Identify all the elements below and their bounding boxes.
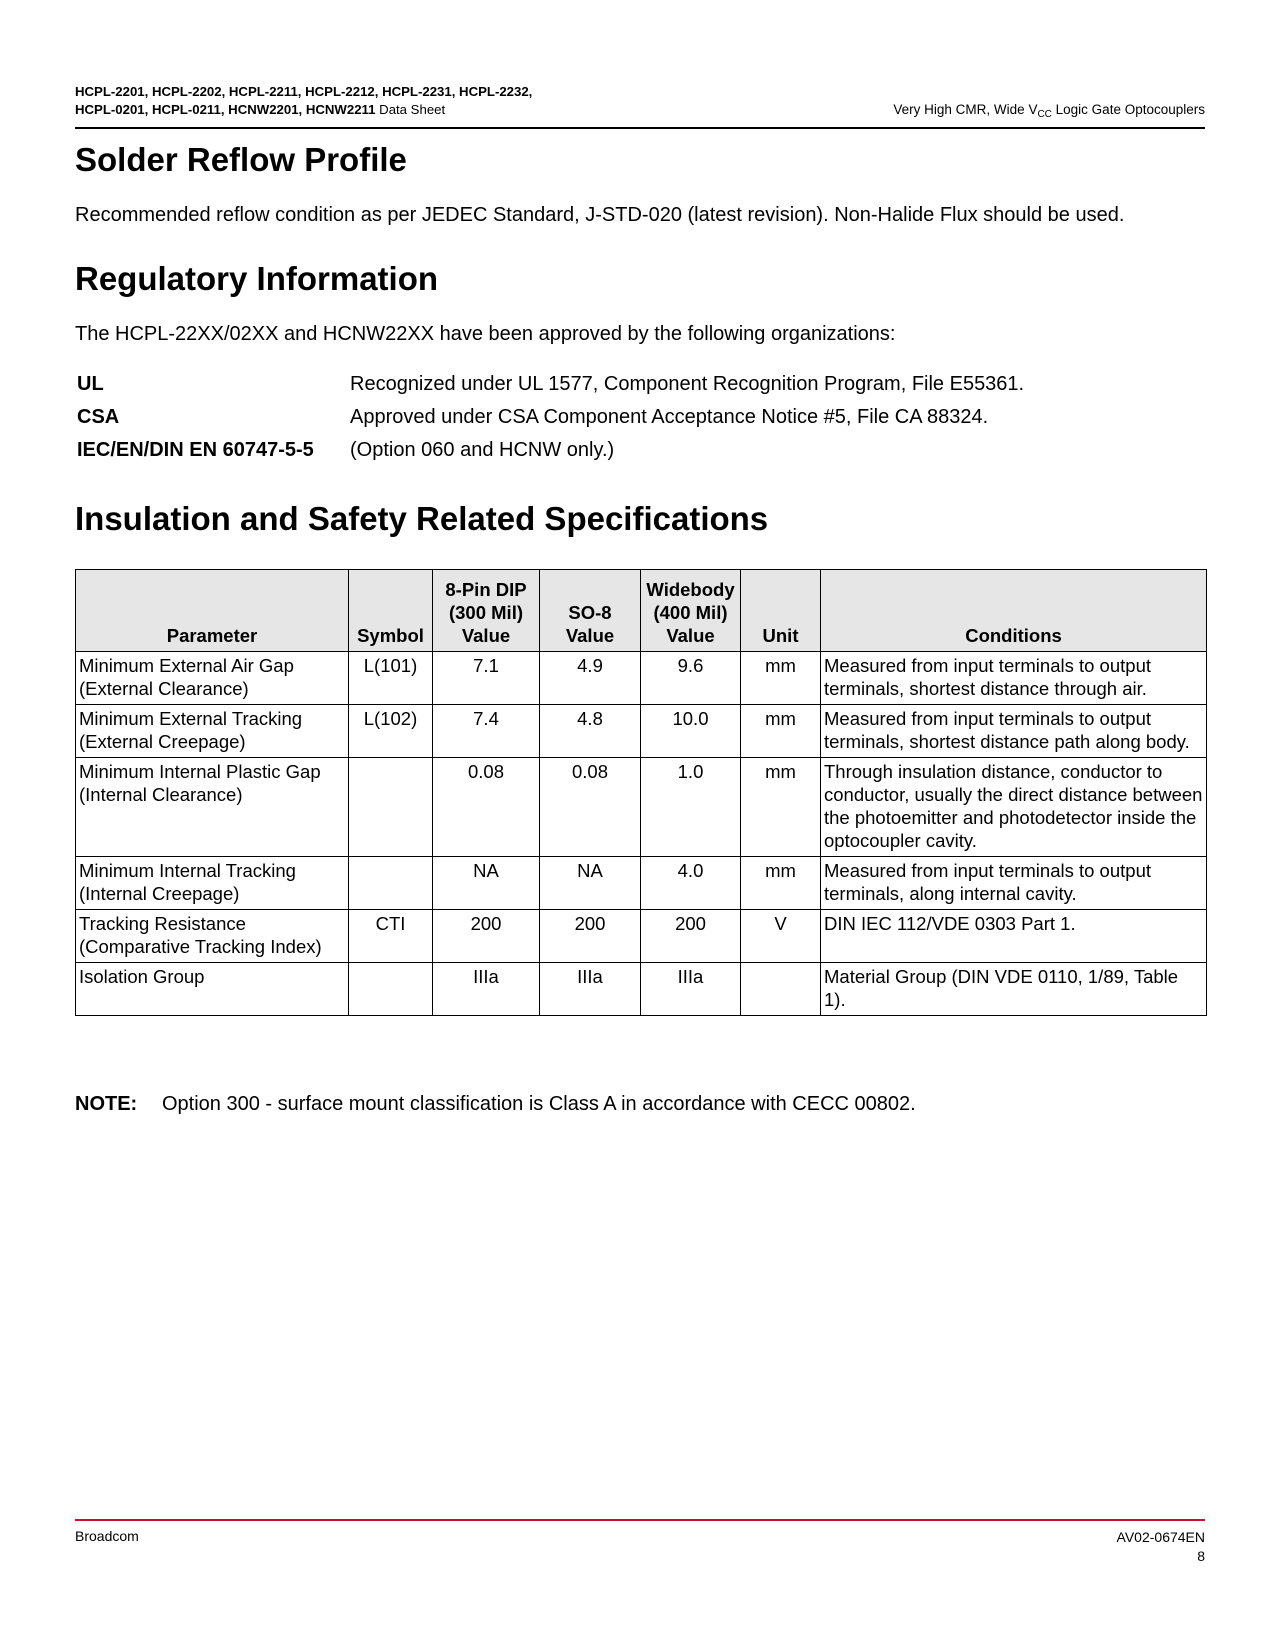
cell-widebody-value: IIIa: [641, 963, 741, 1016]
table-row: [76, 963, 1207, 1016]
col-header-unit: Unit: [741, 570, 821, 652]
header-divider: [75, 127, 1205, 129]
header-title-pre: Very High CMR, Wide V: [893, 102, 1038, 117]
cell-symbol: L(102): [349, 705, 433, 758]
col-header-widebody: [641, 570, 741, 652]
cell-parameter: [76, 857, 349, 910]
col-header-wb-line1: Widebody: [646, 579, 735, 600]
cell-so8-value: 200: [540, 910, 641, 963]
cell-unit: mm: [741, 652, 821, 705]
regulatory-desc: (Option 060 and HCNW only.): [350, 439, 615, 461]
cell-so8-value: 0.08: [540, 758, 641, 857]
regulatory-org: IEC/EN/DIN EN 60747-5-5: [77, 439, 314, 461]
footer-doc-id: AV02-0674EN: [1116, 1529, 1205, 1545]
header-product-title: [893, 101, 1205, 124]
page-header: [75, 83, 1205, 128]
header-line-2-parts: HCPL-0201, HCPL-0211, HCNW2201, HCNW2211: [75, 102, 376, 117]
insulation-heading: Insulation and Safety Related Specifications: [75, 500, 769, 537]
parameter-line2: (Internal Clearance): [79, 784, 243, 805]
cell-symbol: CTI: [349, 910, 433, 963]
cell-symbol: L(101): [349, 652, 433, 705]
header-line-1: HCPL-2201, HCPL-2202, HCPL-2211, HCPL-2212, HCPL-2231, HCPL-2232,: [75, 84, 533, 99]
note: [75, 1092, 916, 1116]
cell-parameter: [76, 758, 349, 857]
col-header-dip-line2: (300 Mil): [448, 602, 524, 623]
parameter-line2: (External Clearance): [79, 678, 249, 699]
cell-dip-value: 7.1: [433, 652, 540, 705]
col-header-so8: [540, 570, 641, 652]
cell-unit: mm: [741, 857, 821, 910]
regulatory-org: CSA: [77, 406, 120, 428]
footer-company: Broadcom: [75, 1528, 139, 1544]
regulatory-desc: Recognized under UL 1577, Component Recognition Program, File E55361.: [350, 373, 1025, 395]
col-header-symbol: Symbol: [349, 570, 433, 652]
parameter-line2: (External Creepage): [79, 731, 246, 752]
parameter-line1: Minimum External Tracking: [79, 708, 303, 729]
col-header-dip-line3: Value: [461, 625, 511, 646]
cell-parameter: [76, 910, 349, 963]
cell-unit: mm: [741, 758, 821, 857]
col-header-dip-line1: 8-Pin DIP: [445, 579, 527, 600]
cell-conditions: Measured from input terminals to output terminals, along internal cavity.: [821, 857, 1207, 910]
regulatory-intro: The HCPL-22XX/02XX and HCNW22XX have been approved by the following organizations:: [75, 323, 896, 345]
table-row: [76, 652, 1207, 705]
cell-symbol: [349, 758, 433, 857]
cell-widebody-value: 4.0: [641, 857, 741, 910]
cell-conditions: Through insulation distance, conductor to conductor, usually the direct distance between the photoemitter and photodetector inside the optocoupler cavity.: [821, 758, 1207, 857]
cell-dip-value: 7.4: [433, 705, 540, 758]
cell-widebody-value: 1.0: [641, 758, 741, 857]
regulatory-desc: Approved under CSA Component Acceptance Notice #5, File CA 88324.: [350, 406, 989, 428]
parameter-line1: Minimum Internal Tracking: [79, 860, 296, 881]
cell-conditions: DIN IEC 112/VDE 0303 Part 1.: [821, 910, 1207, 963]
col-header-conditions: Conditions: [821, 570, 1207, 652]
cell-conditions: Measured from input terminals to output terminals, shortest distance path along body.: [821, 705, 1207, 758]
cell-symbol: [349, 963, 433, 1016]
parameter-line1: Minimum Internal Plastic Gap: [79, 761, 321, 782]
header-line-2-suffix: Data Sheet: [375, 102, 446, 117]
header-title-sub: CC: [1037, 109, 1052, 120]
solder-heading: Solder Reflow Profile: [75, 141, 407, 178]
note-label: NOTE:: [75, 1093, 138, 1115]
footer-page-number: 8: [1197, 1548, 1205, 1564]
cell-unit: V: [741, 910, 821, 963]
cell-dip-value: 0.08: [433, 758, 540, 857]
table-row: [76, 910, 1207, 963]
header-part-numbers: [75, 83, 532, 119]
footer-divider: [75, 1519, 1205, 1521]
solder-text: Recommended reflow condition as per JEDEC Standard, J-STD-020 (latest revision). Non-Halide Flux should be used.: [75, 204, 1125, 226]
col-header-so8-line1: SO-8: [568, 602, 612, 623]
insulation-spec-table: [75, 569, 1207, 1016]
cell-unit: [741, 963, 821, 1016]
cell-conditions: Material Group (DIN VDE 0110, 1/89, Table 1).: [821, 963, 1207, 1016]
cell-parameter: [76, 652, 349, 705]
cell-widebody-value: 10.0: [641, 705, 741, 758]
cell-widebody-value: 200: [641, 910, 741, 963]
cell-so8-value: 4.9: [540, 652, 641, 705]
cell-so8-value: IIIa: [540, 963, 641, 1016]
cell-so8-value: NA: [540, 857, 641, 910]
cell-so8-value: 4.8: [540, 705, 641, 758]
document-page: [75, 0, 1205, 1650]
cell-parameter: [76, 963, 349, 1016]
table-row: [76, 758, 1207, 857]
col-header-wb-line2: (400 Mil): [653, 602, 728, 623]
note-text: Option 300 - surface mount classification is Class A in accordance with CECC 00802.: [162, 1093, 916, 1115]
cell-parameter: [76, 705, 349, 758]
col-header-so8-line2: Value: [565, 625, 615, 646]
cell-conditions: Measured from input terminals to output terminals, shortest distance through air.: [821, 652, 1207, 705]
cell-dip-value: 200: [433, 910, 540, 963]
col-header-parameter: Parameter: [76, 570, 349, 652]
table-header-row: [76, 570, 1207, 652]
regulatory-heading: Regulatory Information: [75, 260, 439, 297]
parameter-line1: Minimum External Air Gap: [79, 655, 294, 676]
parameter-line2: (Internal Creepage): [79, 883, 240, 904]
cell-symbol: [349, 857, 433, 910]
parameter-line2: (Comparative Tracking Index): [79, 936, 322, 957]
cell-dip-value: NA: [433, 857, 540, 910]
parameter-line1: Isolation Group: [79, 966, 205, 987]
cell-widebody-value: 9.6: [641, 652, 741, 705]
regulatory-org: UL: [77, 373, 104, 395]
table-row: [76, 857, 1207, 910]
header-title-post: Logic Gate Optocouplers: [1051, 102, 1205, 117]
parameter-line1: Tracking Resistance: [79, 913, 246, 934]
col-header-dip: [433, 570, 540, 652]
cell-unit: mm: [741, 705, 821, 758]
cell-dip-value: IIIa: [433, 963, 540, 1016]
footer-doc-info: [1117, 1528, 1205, 1566]
col-header-wb-line3: Value: [666, 625, 715, 646]
table-row: [76, 705, 1207, 758]
